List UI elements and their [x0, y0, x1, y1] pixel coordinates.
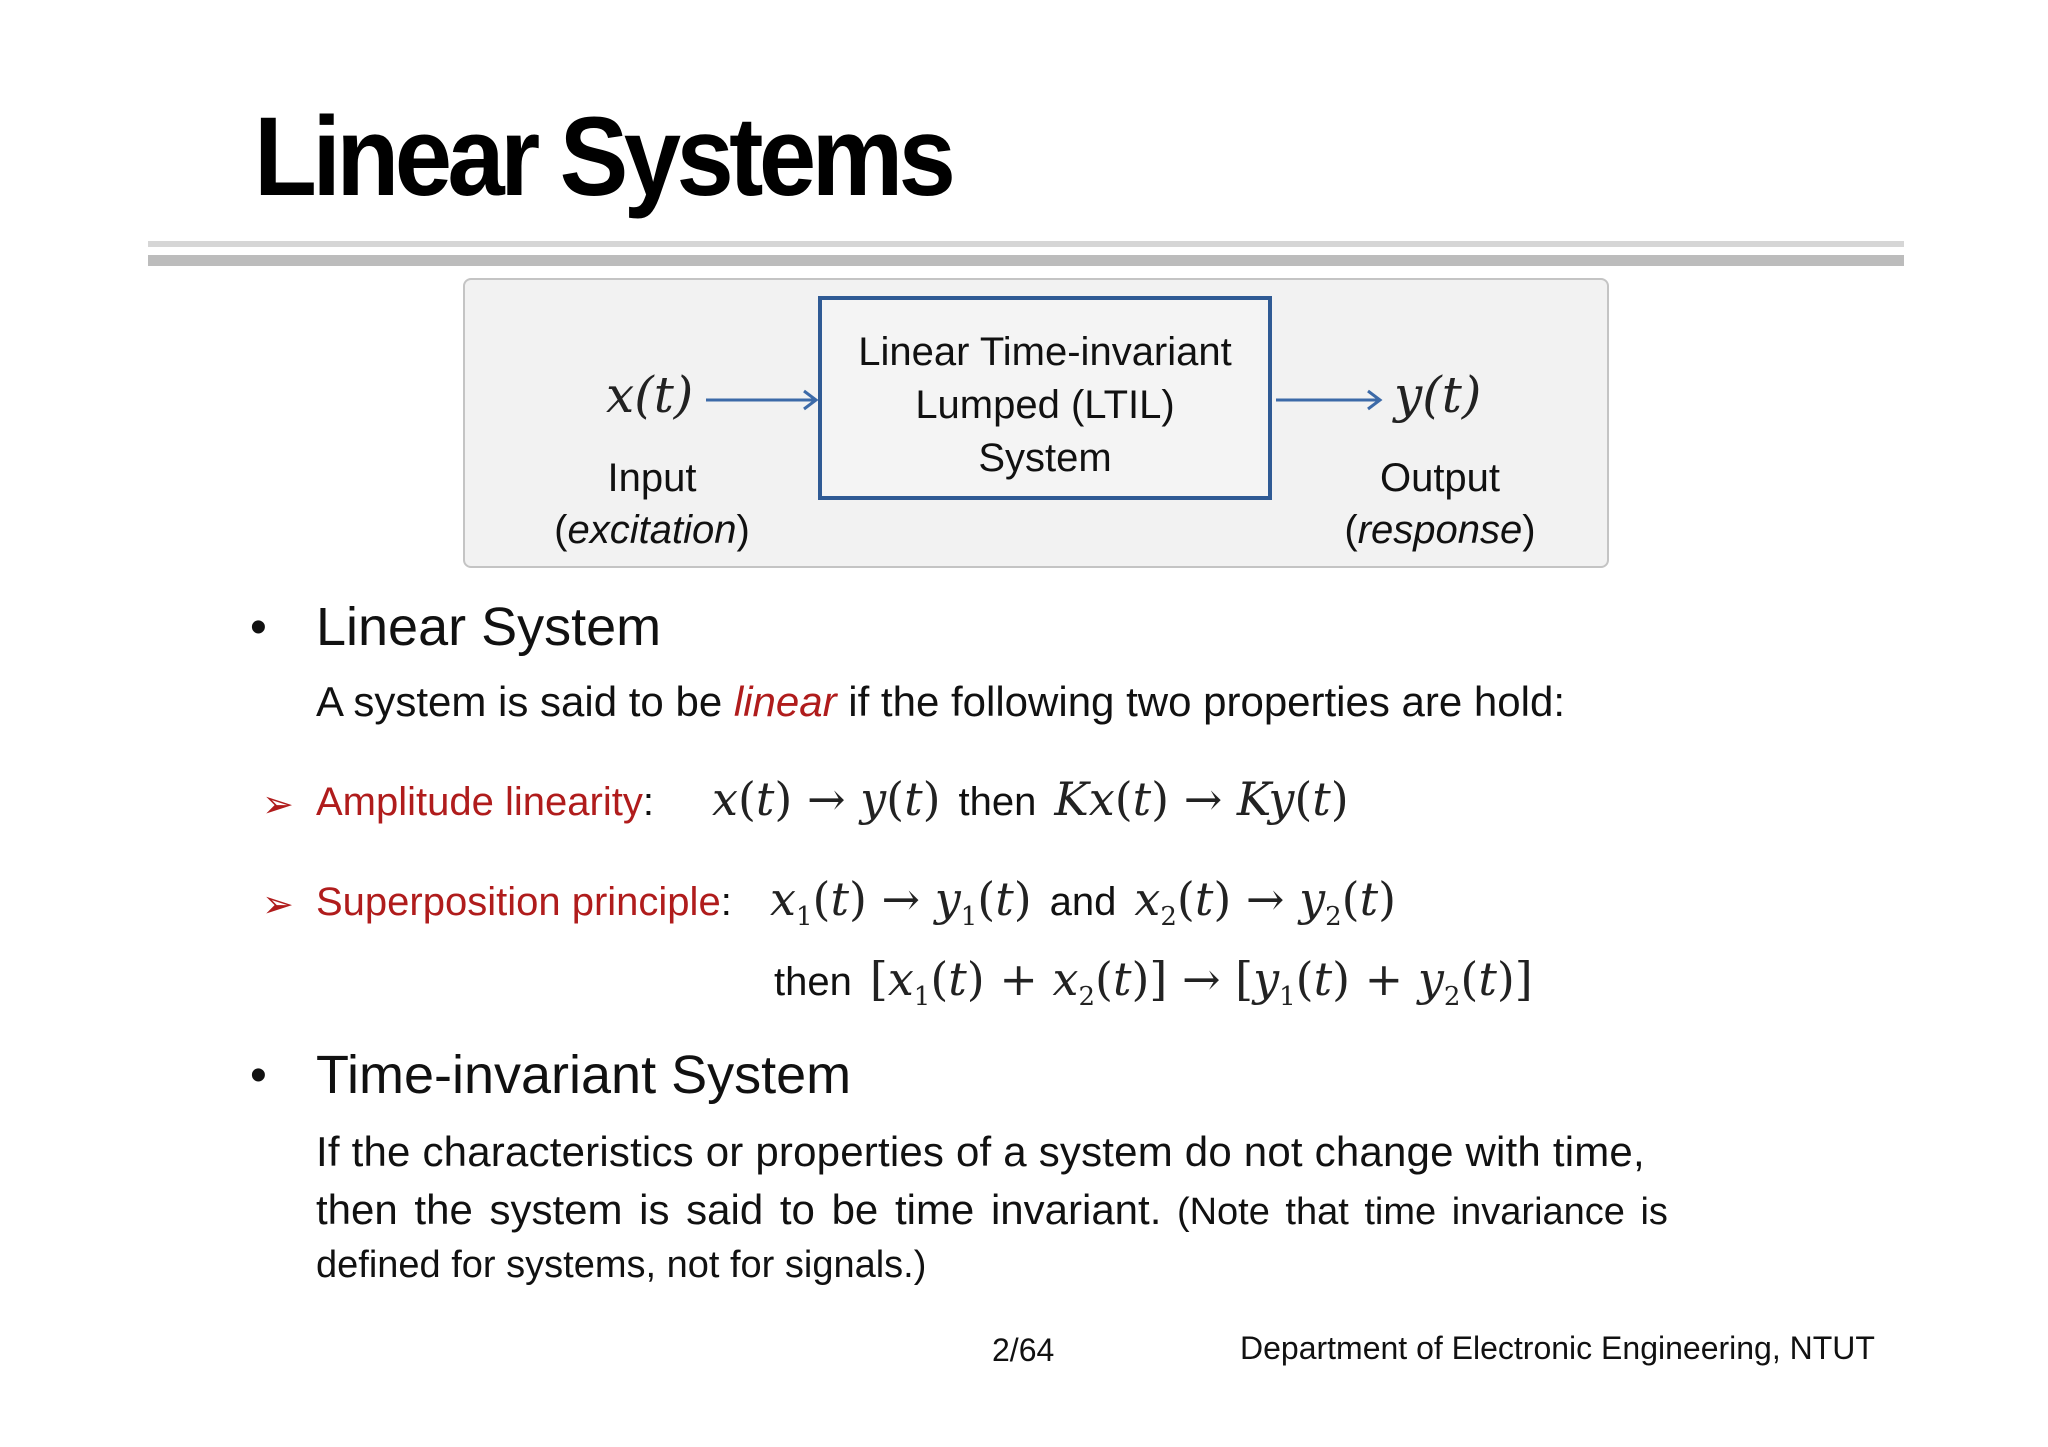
bullet-linear: •: [250, 601, 267, 654]
input-arrow: [706, 388, 822, 412]
linear-intro: A system is said to be linear if the following two properties are hold:: [316, 678, 1565, 725]
input-sublabel: (excitation): [554, 508, 750, 552]
superposition-principle-label: Superposition principle:: [316, 880, 732, 924]
output-arrow: [1276, 388, 1386, 412]
time-invariant-line-2: then the system is said to be time invariant. (Note that time invariance is: [316, 1186, 1668, 1233]
marker-superposition: ➢: [262, 884, 294, 926]
input-signal: x(t): [606, 366, 694, 424]
department-footer: Department of Electronic Engineering, NTUT: [1240, 1330, 1875, 1366]
superposition-result-equation: then $[x_1(t) + x_2(t)] \to [y_1(t) + y_2(t)]$: [774, 952, 1533, 1013]
amplitude-linearity-label: Amplitude linearity:: [316, 780, 654, 824]
superposition-equation: $x_1(t) \to y_1(t)$ and $x_2(t) \to y_2(t)$: [770, 872, 1397, 933]
title-divider-thin: [148, 241, 1904, 247]
ltil-system-box: [818, 296, 1272, 500]
bullet-time-invariant: •: [250, 1049, 267, 1102]
input-label: Input: [607, 456, 697, 500]
marker-amplitude: ➢: [262, 784, 294, 826]
system-line-2: Lumped (LTIL): [915, 383, 1175, 427]
time-invariant-heading: Time-invariant System: [316, 1045, 852, 1105]
title-divider-thick: [148, 255, 1904, 266]
system-line-3: System: [978, 436, 1112, 480]
output-signal: y(t): [1394, 366, 1482, 424]
time-invariant-line-3: defined for systems, not for signals.): [316, 1244, 927, 1286]
system-line-1: Linear Time-invariant: [858, 330, 1232, 374]
output-sublabel: (response): [1344, 508, 1536, 552]
output-label: Output: [1379, 456, 1501, 500]
time-invariant-line-1: If the characteristics or properties of a system do not change with time,: [316, 1128, 1645, 1175]
slide-title: Linear Systems: [254, 94, 952, 219]
linear-system-heading: Linear System: [316, 597, 662, 657]
amplitude-equation: x(t) → y(t) then Kx(t) → Ky(t): [712, 772, 1349, 826]
page-number: 2/64: [992, 1332, 1055, 1368]
